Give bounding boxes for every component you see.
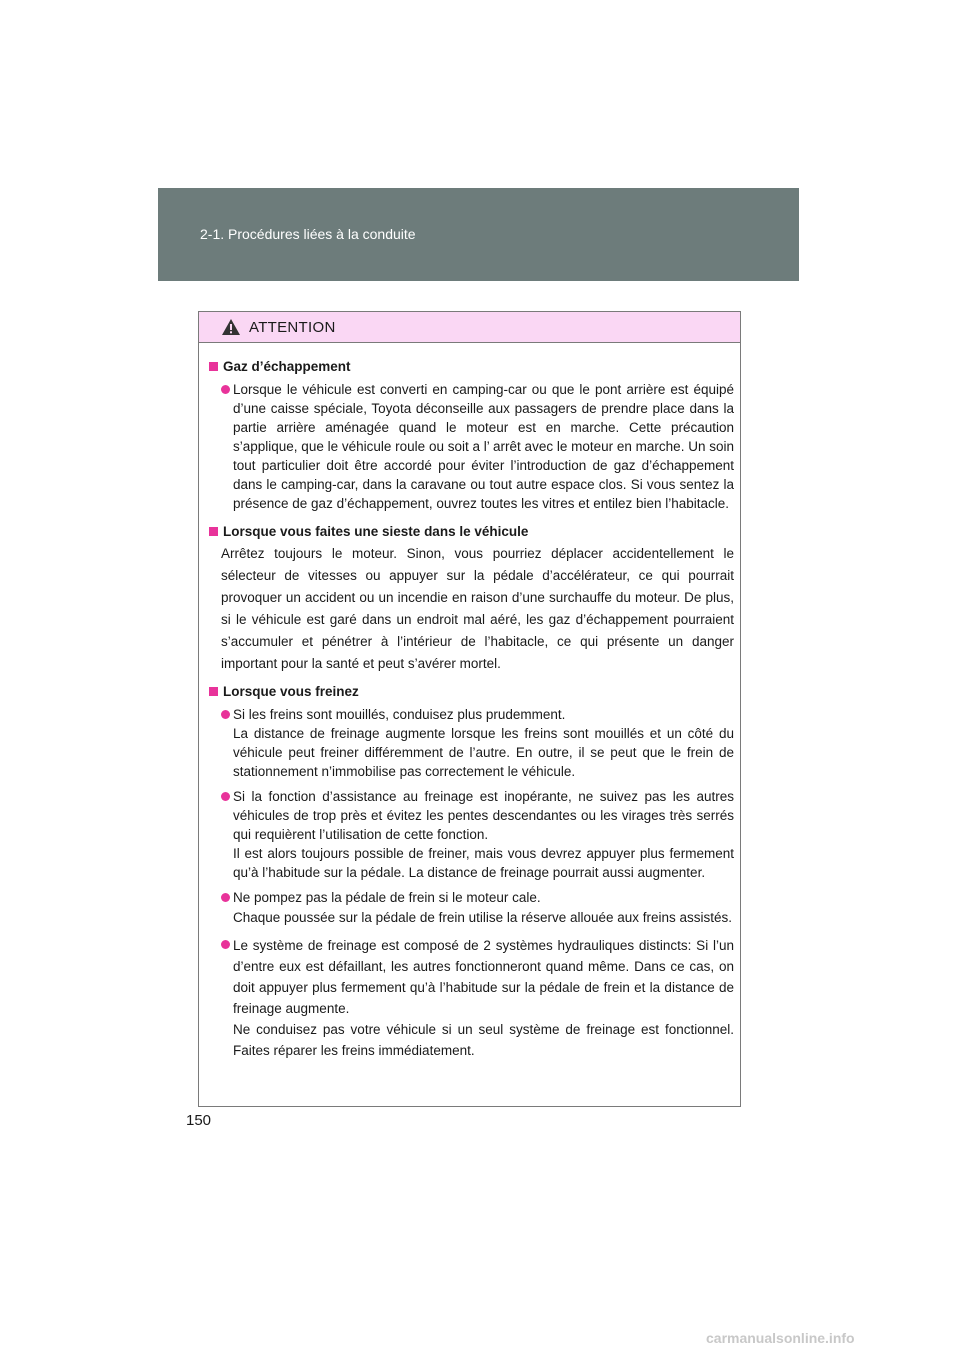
circle-bullet-icon (221, 792, 230, 801)
list-item: Lorsque le véhicule est converti en camping-car ou que le pont arrière est équipé d’une caisse spéciale, Toyota déconseille aux passagers de prendre place dans la partie arrière aménagée quand le moteur est en marche. Cette précaution s’applique, que le véhicule roule ou soit a l’ arrêt avec le moteur en marche. Un soin tout particulier doit être accordé pour éviter l’introduction de gaz d’échappement dans le camping-car, dans la caravane ou tout autre espace clos. Si vous sentez la présence de gaz d’échappement, ouvrez toutes les vitres et entilez bien l’habitacle. (209, 380, 734, 513)
warning-title: ATTENTION (249, 318, 336, 336)
square-bullet-icon (209, 362, 218, 371)
warning-triangle-icon (221, 318, 241, 336)
list-item: Ne pompez pas la pédale de frein si le moteur cale. Chaque poussée sur la pédale de frein utilise la réserve allouée aux freins assistés. (209, 888, 734, 929)
circle-bullet-icon (221, 940, 230, 949)
section-heading: Gaz d’échappement (209, 357, 734, 376)
square-bullet-icon (209, 687, 218, 696)
list-item: Si la fonction d’assistance au freinage est inopérante, ne suivez pas les autres véhicules de trop près et évitez les pentes descendantes ou les virages très serrés qui requièrent l’utilisation de cette fonction. Il est alors toujours possible de freiner, mais vous devrez appuyer plus fermement qu’à l’habitude sur la pédale. La distance de freinage pourrait aussi augmenter. (209, 787, 734, 882)
circle-bullet-icon (221, 385, 230, 394)
circle-bullet-icon (221, 893, 230, 902)
square-bullet-icon (209, 527, 218, 536)
section-breadcrumb: 2-1. Procédures liées à la conduite (200, 226, 416, 242)
list-item: Si les freins sont mouillés, conduisez plus prudemment. La distance de freinage augmente lorsque les freins sont mouillés et un côté du véhicule peut freiner différemment de l’autre. En outre, il se peut que le frein de stationnement n’immobilise pas correctement le véhicule. (209, 705, 734, 781)
section-heading: Lorsque vous faites une sieste dans le véhicule (209, 522, 734, 541)
watermark: carmanualsonline.info (706, 1330, 855, 1346)
page-number: 150 (186, 1112, 212, 1129)
warning-header (199, 312, 740, 343)
circle-bullet-icon (221, 710, 230, 719)
paragraph: Arrêtez toujours le moteur. Sinon, vous pourriez déplacer accidentellement le sélecteur de vitesses ou appuyer sur la pédale d’accélérateur, ce qui pourrait provoquer un accident ou un incendie en raison d’une surchauffe du moteur. De plus, si le véhicule est garé dans un endroit mal aéré, les gaz d’échappement pourraient s’accumuler et pénétrer à l’intérieur de l’habitacle, ce qui présente un danger important pour la santé et peut s’avérer mortel. (221, 546, 734, 671)
section-heading: Lorsque vous freinez (209, 682, 734, 701)
list-item: Le système de freinage est composé de 2 systèmes hydrauliques distincts: Si l’un d’entre eux est défaillant, les autres fonctionneront quand même. Dans ce cas, on doit appuyer plus fermement qu’à l’habitude sur la pédale de frein et la distance de freinage augmente. Ne conduisez pas votre véhicule si un seul système de freinage est fonctionnel. Faites réparer les freins immédiatement. (209, 935, 734, 1061)
warning-box (198, 311, 741, 1107)
warning-content (199, 343, 740, 1061)
